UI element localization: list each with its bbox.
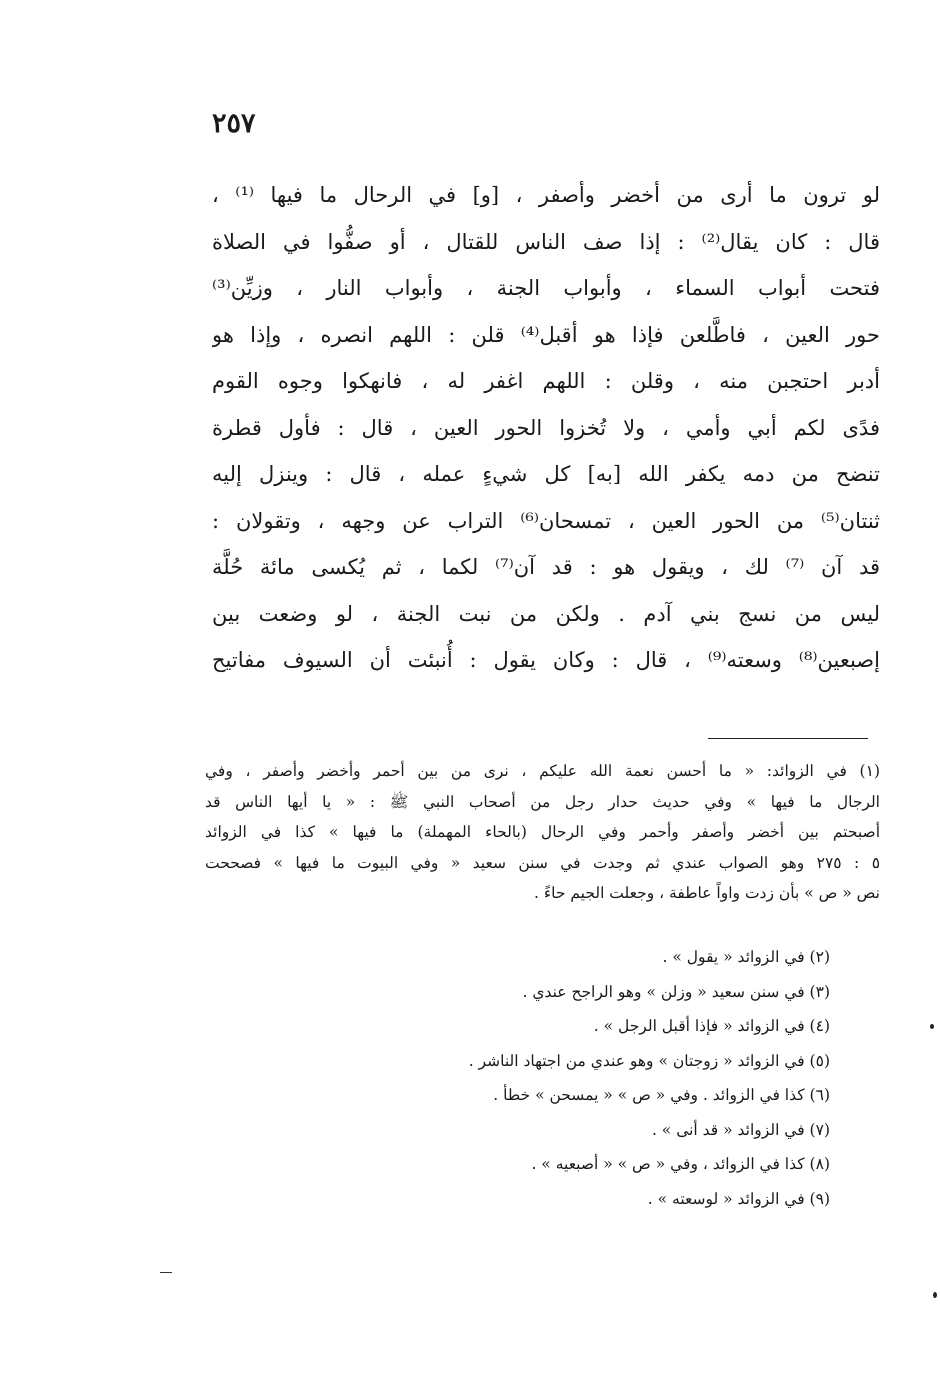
footnote-item: (٣) في سنن سعيد « وزلن » وهو الراجح عندي .: [522, 982, 830, 1001]
footnote-line: الرجال ما فيها » وفي حديث حدار رجل من أصحاب النبي ﷺ : « يا أيها الناس قد: [205, 792, 880, 811]
text-line: حور العين ، فاطَّلعن فإذا هو أقبل⁽⁴⁾ قلن : اللهم انصره ، وإذا هو: [212, 322, 880, 347]
footnote-item: (٩) في الزوائد « لوسعته » .: [647, 1189, 830, 1208]
footnote-item: (٦) كذا في الزوائد . وفي « ص » « يمسحن » خطأ .: [493, 1086, 830, 1104]
text-line: قد آن ⁽⁷⁾ لك ، ويقول هو : قد آن⁽⁷⁾ لكما ، ثم يُكسى مائة حُلَّة: [212, 555, 880, 579]
footnote-item: (٢) في الزوائد « يقول » .: [662, 948, 830, 966]
text-line: فتحت أبواب السماء ، وأبواب الجنة ، وأبواب النار ، وزيِّن⁽³⁾: [212, 276, 880, 300]
text-line: قال : كان يقال⁽²⁾ : إذا صف الناس للقتال ، أو صفُّوا في الصلاة: [212, 229, 880, 254]
main-text-block: [212, 172, 880, 684]
text-line: تنضح من دمه يكفر الله [به] كل شيءٍ عمله ، قال : وينزل إليه: [212, 462, 880, 486]
footnote-line: أصبحتم بين أخضر وأصفر وأحمر وفي الرحال (بالحاء المهملة) ما فيها » كذا في الزوائد: [205, 823, 880, 841]
text-line: ليس من نسج بني آدم . ولكن من نبت الجنة ، لو وضعت بين: [212, 601, 880, 626]
footnote-list: [300, 940, 830, 1216]
text-line: إصبعين⁽⁸⁾ وسعته⁽⁹⁾ ، قال : وكان يقول : أُنبئت أن السيوف مفاتيح: [212, 648, 880, 672]
footnote-item: (٥) في الزوائد « زوجتان » وهو عندي من اجتهاد الناشر .: [468, 1051, 830, 1070]
text-line: ثنتان⁽⁵⁾ من الحور العين ، تمسحان⁽⁶⁾ التراب عن وجهه ، وتقولان :: [212, 508, 880, 533]
footnote-item: (٤) في الزوائد « فإذا أقبل الرجل » .: [593, 1017, 830, 1035]
footnote-item: (٧) في الزوائد « قد أنى » .: [651, 1120, 830, 1139]
footnote-line: (١) في الزوائد: « ما أحسن نعمة الله عليكم ، نرى من بين أحمر وأخضر وأصفر ، وفي: [205, 762, 880, 780]
text-line: لو ترون ما أرى من أخضر وأصفر ، [و] في الرحال ما فيها ⁽¹⁾ ،: [212, 183, 880, 207]
text-line: فدًى لكم أبي وأمي ، ولا تُخزوا الحور العين ، قال : فأول قطرة: [212, 415, 880, 440]
text-line: أدبر احتجبن منه ، وقلن : اللهم اغفر له ، فانهكوا وجوه القوم: [212, 369, 880, 393]
footnote-item: (٨) كذا في الزوائد ، وفي « ص » « أصبعيه » .: [531, 1155, 830, 1173]
scan-mark: [160, 1272, 172, 1273]
footnote-line: ٥ : ٢٧٥ وهو الصواب عندي ثم وجدت في سنن سعيد « وفي البيوت ما فيها » فصححت: [205, 853, 880, 872]
footnote-1: [205, 756, 880, 909]
footnote-line: نص « ص » بأن زدت واواً عاطفة ، وجعلت الجيم حاءً .: [533, 884, 880, 902]
scan-speck: [933, 1292, 937, 1298]
footnote-separator: [708, 738, 868, 739]
page-number: ٢٥٧: [212, 108, 256, 139]
scan-speck: [930, 1024, 934, 1029]
